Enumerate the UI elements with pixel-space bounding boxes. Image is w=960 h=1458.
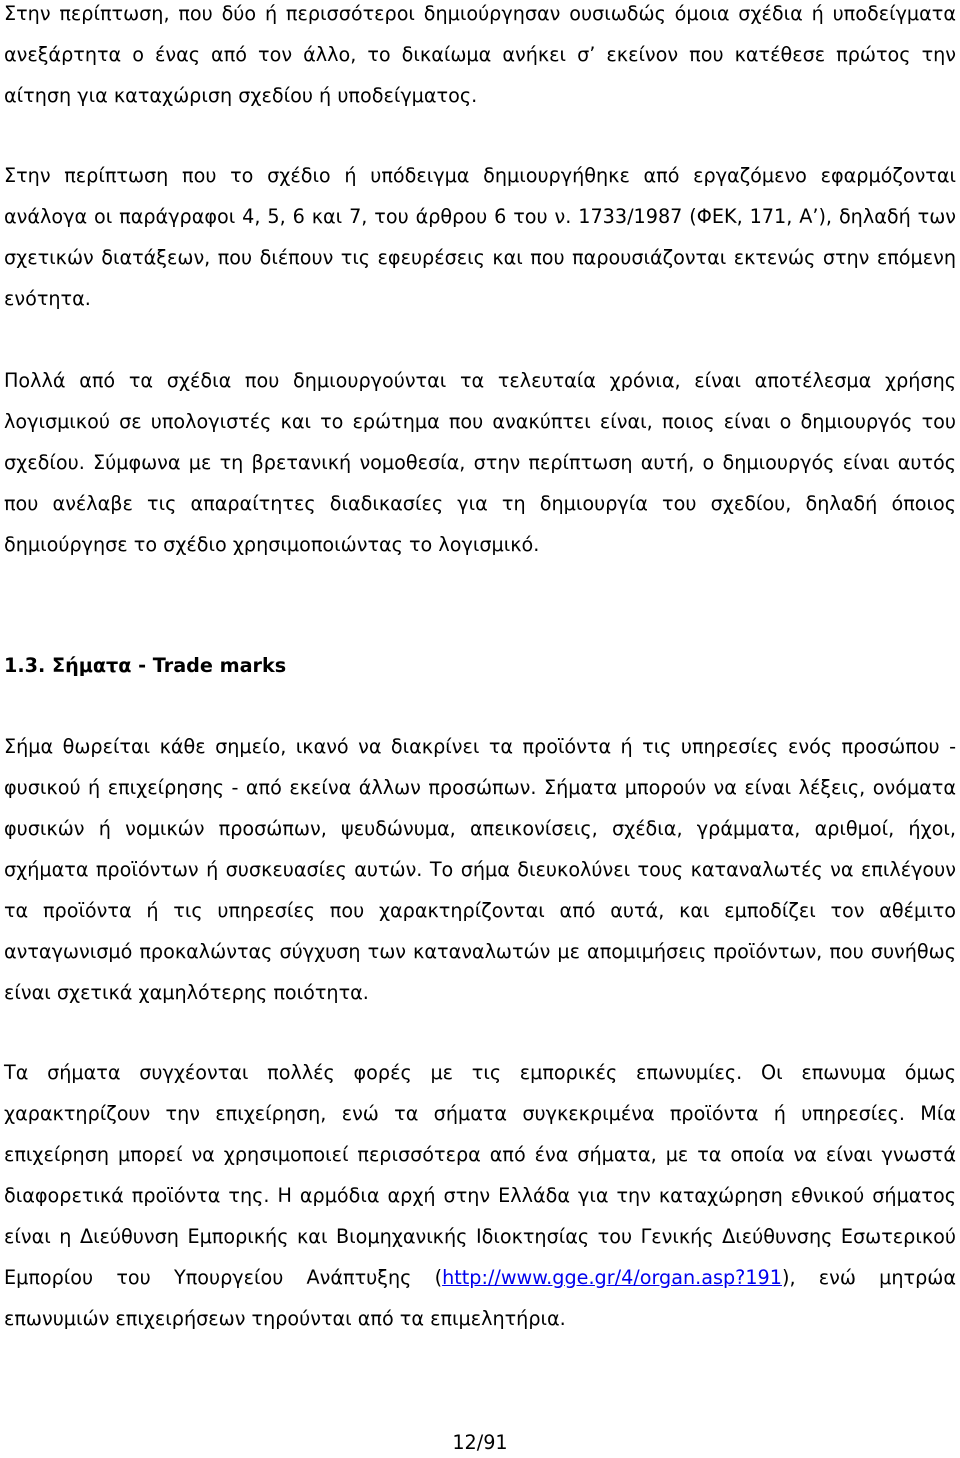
paragraph-text-before-link: Τα σήματα συγχέονται πολλές φορές με τις εμπορικές επωνυμίες. Οι επωνυμα όμως χαρακτηρίζουν την επιχείρηση, ενώ τα σήματα συγκεκριμένα προϊόντα ή υπηρεσίες. Μία επιχείρηση μπορεί να χρησιμοποιεί περισσότερα από ένα σήματα, με τα οποία να είναι γνωστά διαφορετικά προϊόντα της. Η αρμόδια αρχή στην Ελλάδα για την καταχώρηση εθνικού σήματος είναι η Διεύθυνση Εμπορικής και Βιομηχανικής Ιδιοκτησίας του Γενικής Διεύθυνσης Εσωτερικού Εμπορίου του Υπουργείου Ανάπτυξης ( — [4, 1061, 956, 1289]
paragraph-software-designs: Πολλά από τα σχέδια που δημιουργούνται τα τελευταία χρόνια, είναι αποτέλεσμα χρήσης λογισμικού σε υπολογιστές και το ερώτημα που ανακύπτει είναι, ποιος είναι ο δημιουργός του σχεδίου. Σύμφωνα με τη βρετανική νομοθεσία, στην περίπτωση αυτή, ο δημιουργός είναι αυτός που ανέλαβε τις απαραίτητες διαδικασίες για τη δημιουργία του σχεδίου, δηλαδή όποιος δημιούργησε το σχέδιο χρησιμοποιώντας το λογισμικό. — [4, 369, 956, 556]
paragraph-text-after-link: ), ενώ μητρώα επωνυμιών επιχειρήσεων τηρούνται από τα επιμελητήρια. — [4, 1266, 956, 1330]
paragraph-trademark-registration — [4, 1052, 956, 1339]
paragraph-employee-designs: Στην περίπτωση που το σχέδιο ή υπόδειγμα δημιουργήθηκε από εργαζόμενο εφαρμόζονται ανάλογα οι παράγραφοι 4, 5, 6 και 7, του άρθρου 6 του ν. 1733/1987 (ΦΕΚ, 171, Α’), δηλαδή των σχετικών διατάξεων, που διέπουν τις εφευρέσεις και που παρουσιάζονται εκτενώς στην επόμενη ενότητα. — [4, 164, 956, 310]
section-title: Σήματα - Trade marks — [51, 654, 287, 677]
section-heading — [4, 645, 286, 686]
paragraph-trademark-definition: Σήμα θωρείται κάθε σημείο, ικανό να διακρίνει τα προϊόντα ή τις υπηρεσίες ενός προσώπου - φυσικού ή επιχείρησης - από εκείνα άλλων προσώπων. Σήματα μπορούν να είναι λέξεις, ονόματα φυσικών ή νομικών προσώπων, ψευδώνυμα, απεικονίσεις, σχέδια, γράμματα, αριθμοί, ήχοι, σχήματα προϊόντων ή συσκευασίες αυτών. Το σήμα διευκολύνει τους καταναλωτές να επιλέγουν τα προϊόντα ή τις υπηρεσίες που χαρακτηρίζονται από αυτά, και εμποδίζει τον αθέμιτο ανταγωνισμό προκαλώντας σύγχυση των καταναλωτών με απομιμήσεις προϊόντων, που συνήθως είναι σχετικά χαμηλότερης ποιότητα. — [4, 735, 956, 1004]
section-number: 1.3. — [4, 654, 46, 677]
paragraph-design-ownership: Στην περίπτωση, που δύο ή περισσότεροι δημιούργησαν ουσιωδώς όμοια σχέδια ή υποδείγματα ανεξάρτητα ο ένας από τον άλλο, το δικαίωμα ανήκει σ’ εκείνον που κατέθεσε πρώτος την αίτηση για καταχώριση σχεδίου ή υποδείγματος. — [4, 2, 956, 107]
page-number: 12/91 — [452, 1431, 508, 1454]
gge-website-link[interactable]: http://www.gge.gr/4/organ.asp?191 — [442, 1266, 782, 1289]
